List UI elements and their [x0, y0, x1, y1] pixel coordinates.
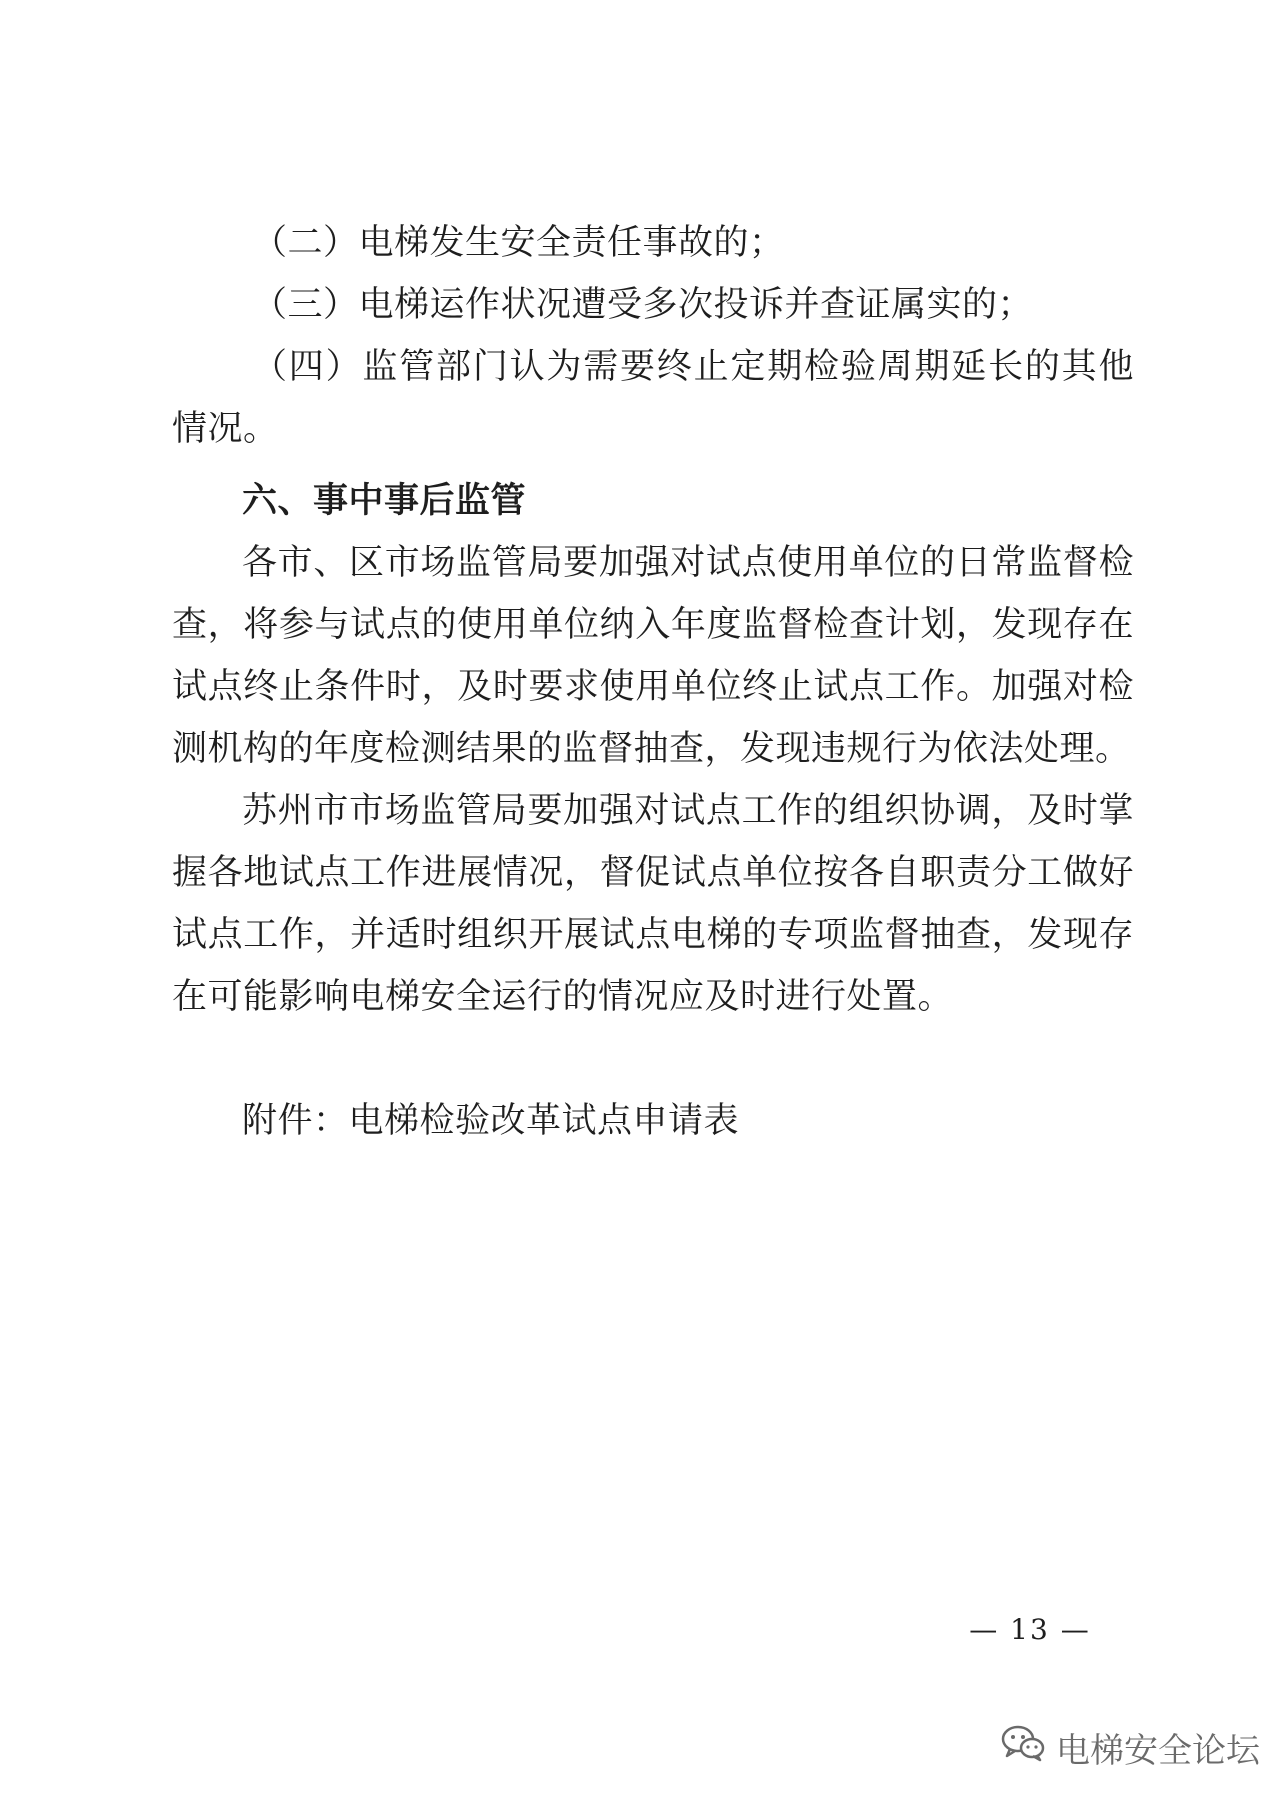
document-body	[172, 212, 1134, 1152]
section-heading: 六、事中事后监管	[242, 481, 527, 521]
paragraph: 苏州市市场监管局要加强对试点工作的组织协调，及时掌握各地试点工作进展情况，督促试点单位按各自职责分工做好试点工作，并适时组织开展试点电梯的专项监督抽查，发现存在可能影响电梯安全运行的情况应及时进行处置。	[172, 791, 1134, 1017]
attachment-line: 附件：电梯检验改革试点申请表	[242, 1101, 740, 1141]
watermark	[1000, 1722, 1260, 1772]
list-item: （三）电梯运作状况遭受多次投诉并查证属实的；	[252, 285, 1034, 325]
watermark-text: 电梯安全论坛	[1056, 1730, 1260, 1771]
list-item: （二）电梯发生安全责任事故的；	[252, 223, 785, 263]
page-number: — 13 —	[969, 1613, 1091, 1646]
wechat-icon	[1000, 1723, 1046, 1772]
paragraph: 各市、区市场监管局要加强对试点使用单位的日常监督检查，将参与试点的使用单位纳入年度监督检查计划，发现存在试点终止条件时，及时要求使用单位终止试点工作。加强对检测机构的年度检测结果的监督抽查，发现违规行为依法处理。	[172, 543, 1134, 769]
list-item: （四）监管部门认为需要终止定期检验周期延长的其他情况。	[172, 347, 1134, 449]
